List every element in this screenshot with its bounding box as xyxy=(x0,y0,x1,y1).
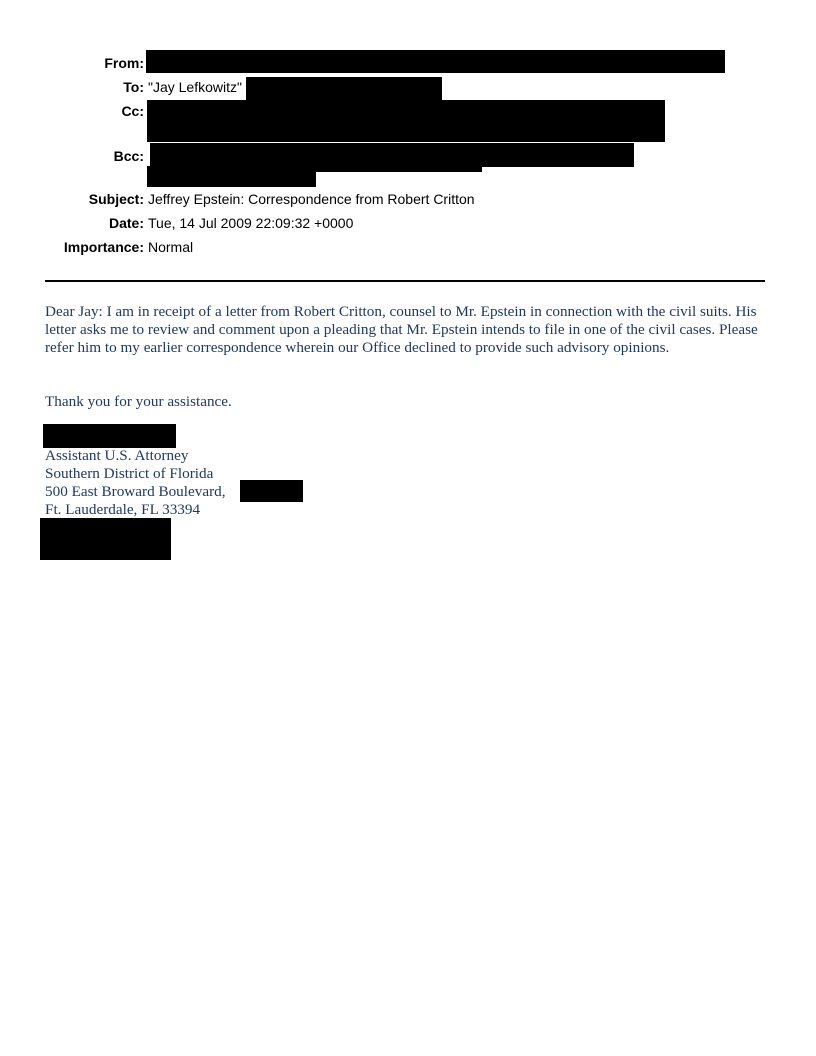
signature-title: Assistant U.S. Attorney xyxy=(45,447,189,464)
to-value: "Jay Lefkowitz" xyxy=(148,79,242,95)
date-label: Date: xyxy=(108,215,144,231)
importance-value: Normal xyxy=(148,239,194,255)
bcc-redaction-3 xyxy=(147,171,316,187)
body-paragraph-2: Thank you for your assistance. xyxy=(45,393,232,410)
from-redaction xyxy=(146,50,725,73)
bcc-redaction-1 xyxy=(150,143,634,167)
subject-label: Subject: xyxy=(88,191,144,207)
bcc-label: Bcc: xyxy=(113,148,144,164)
importance-label: Importance: xyxy=(63,239,144,255)
subject-value: Jeffrey Epstein: Correspondence from Robert Critton xyxy=(148,191,475,207)
signature-city: Ft. Lauderdale, FL 33394 xyxy=(45,501,201,518)
date-value: Tue, 14 Jul 2009 22:09:32 +0000 xyxy=(148,215,354,231)
to-label: To: xyxy=(123,79,144,95)
cc-label: Cc: xyxy=(121,103,144,119)
cc-redaction xyxy=(147,100,665,142)
signature-street: 500 East Broward Boulevard, xyxy=(45,483,226,500)
from-label: From: xyxy=(104,55,144,71)
to-redaction xyxy=(246,77,442,100)
signature-suite-redaction xyxy=(240,480,303,502)
signature-name-redaction xyxy=(43,424,176,448)
body-paragraph-1: Dear Jay: I am in receipt of a letter from Robert Critton, counsel to Mr. Epstein in connection with the civil suits. His letter asks me to review and comment upon a pleading that Mr. Epstein intends to file in one of the civil cases. Please refer him to my earlier correspondence wherein our Office declined to provide such advisory opinions. xyxy=(45,303,758,356)
header-divider xyxy=(45,280,765,282)
signature-contact-redaction xyxy=(40,518,171,560)
signature-office: Southern District of Florida xyxy=(45,465,214,482)
